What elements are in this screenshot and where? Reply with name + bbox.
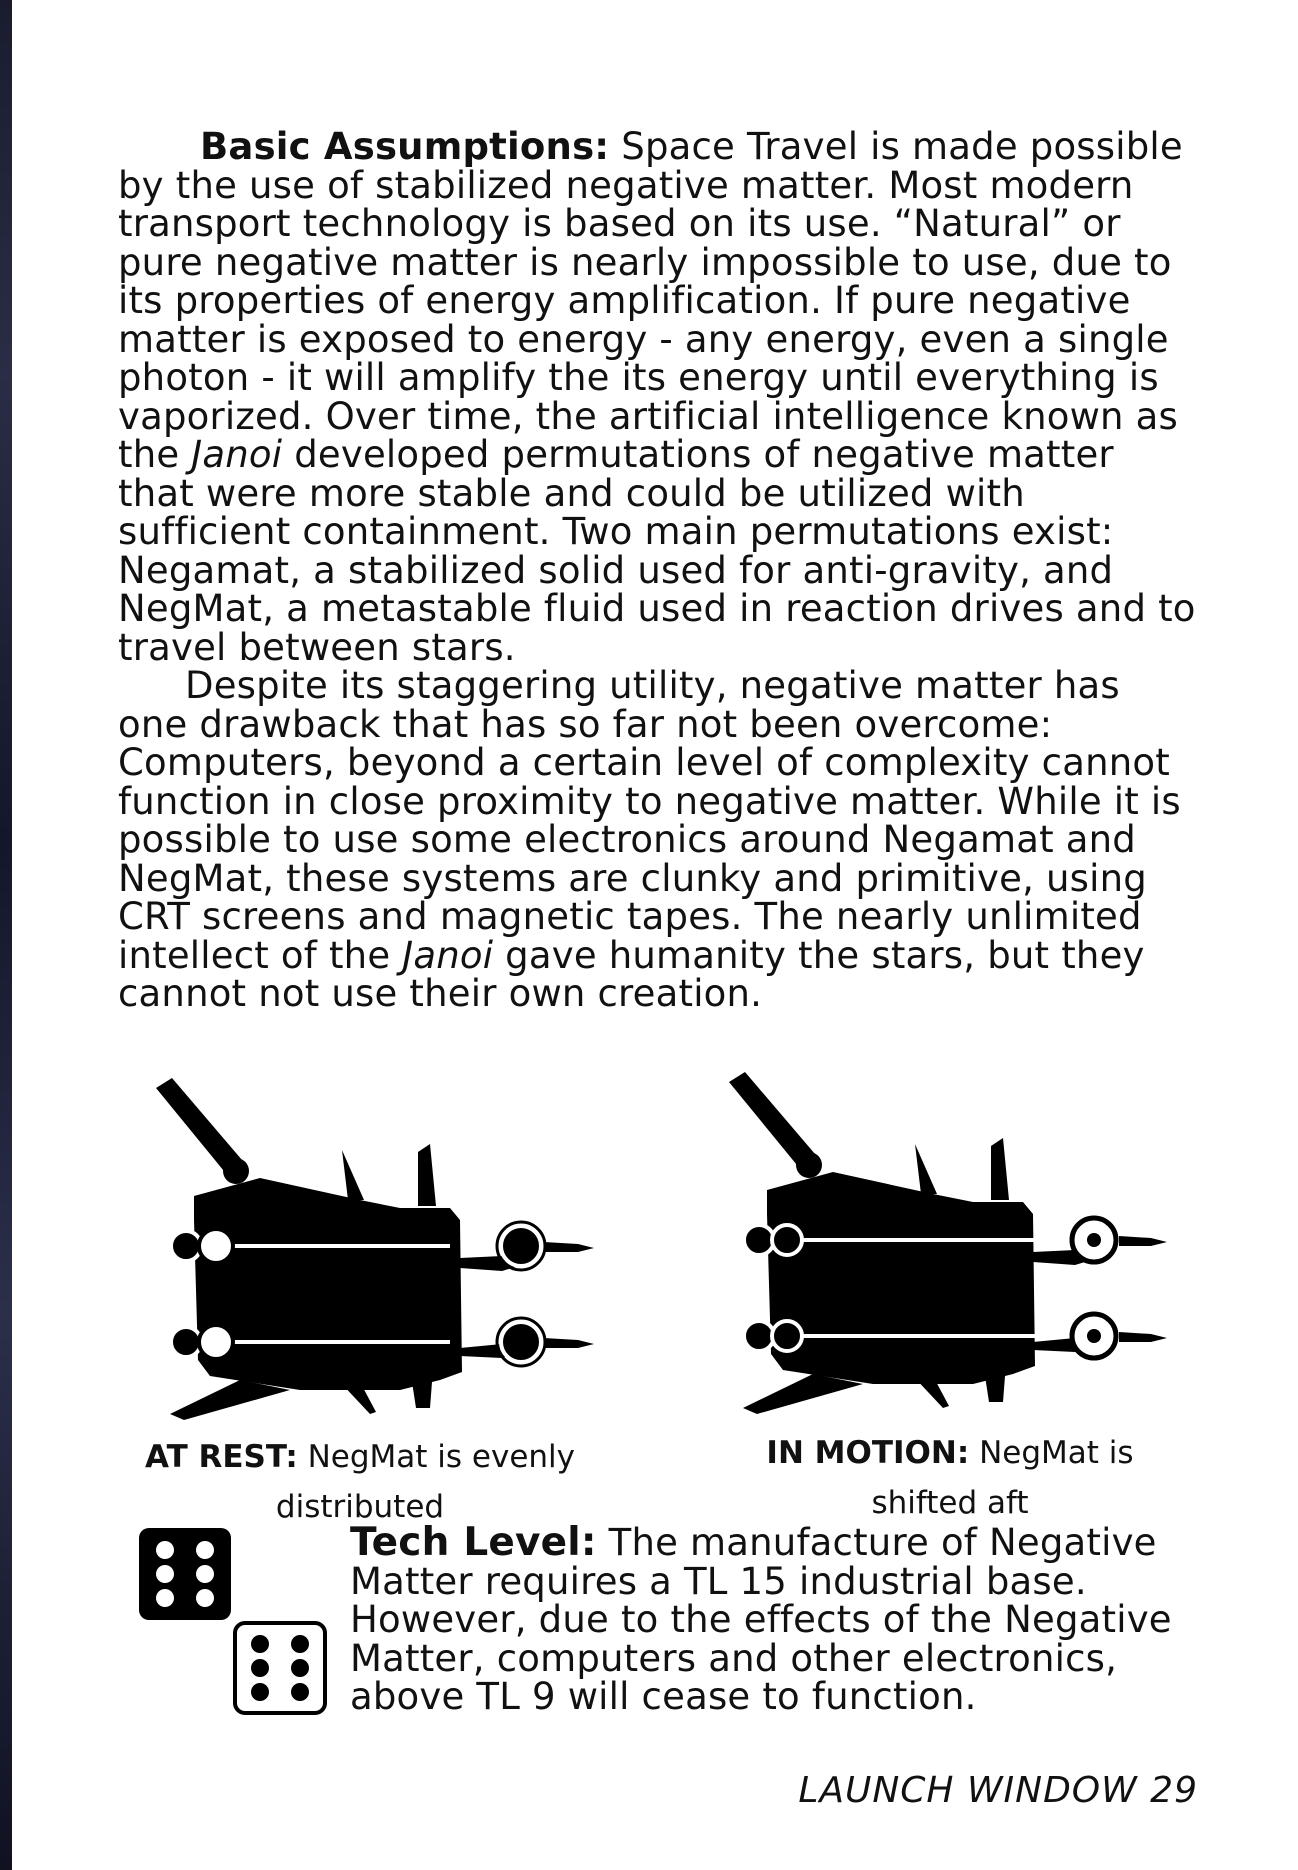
paragraph-2: Despite its staggering utility, negative matter has one drawback that has so far not been overcome: Computers, beyond a certain level of complexity cannot function in close proximity to negative matter. While it is possible to use some electronics around Negamat and NegMat, these systems are clunky and primitive, using CRT screens and magnetic tapes. The nearly unlimited intellect of the Janoi gave humanity the stars, but they cannot not use their own creation. <box>118 664 1181 1015</box>
background-edge-strip <box>0 0 12 1870</box>
basic-assumptions-section <box>118 125 1198 1015</box>
tech-level-heading: Tech Level: <box>350 1520 597 1565</box>
page-footer: LAUNCH WINDOW 29 <box>798 1770 1198 1811</box>
caption-in-motion: IN MOTION: NegMat is shifted aft <box>766 1435 1134 1521</box>
caption-label: AT REST: <box>144 1439 298 1475</box>
janoi-term: Janoi <box>191 433 283 476</box>
ship-at-rest-illustration <box>150 1060 600 1420</box>
die-black-six-icon <box>137 1526 233 1622</box>
tech-level-section: Tech Level: The manufacture of Negative Matter requires a TL 15 industrial base. However, due to the effects of the Negative Matter, computers and other electronics, above TL 9 will cease to function. <box>350 1520 1172 1718</box>
caption-label: IN MOTION: <box>766 1435 970 1471</box>
die-white-six-icon <box>232 1620 328 1716</box>
section-heading: Basic Assumptions: <box>200 125 610 168</box>
paragraph-1: Basic Assumptions: Space Travel is made possible by the use of stabilized negative matter. Most modern transport technology is based on its use. “Natural” or pure negative matter is nearly impossible to use, due to its properties of energy amplification. If pure negative matter is exposed to energy - any energy, even a single photon - it will amplify the its energy until everything is vaporized. Over time, the artificial intelligence known as the Janoi developed permutations of negative matter that were more stable and could be utilized with sufficient containment. Two main permutations exist: Negamat, a stabilized solid used for anti-gravity, and NegMat, a metastable fluid used in reaction drives and to travel between stars. <box>118 125 1196 669</box>
caption-at-rest: AT REST: NegMat is evenly distributed <box>144 1439 575 1525</box>
ship-in-motion-illustration <box>723 1054 1173 1414</box>
janoi-term: Janoi <box>402 933 494 977</box>
